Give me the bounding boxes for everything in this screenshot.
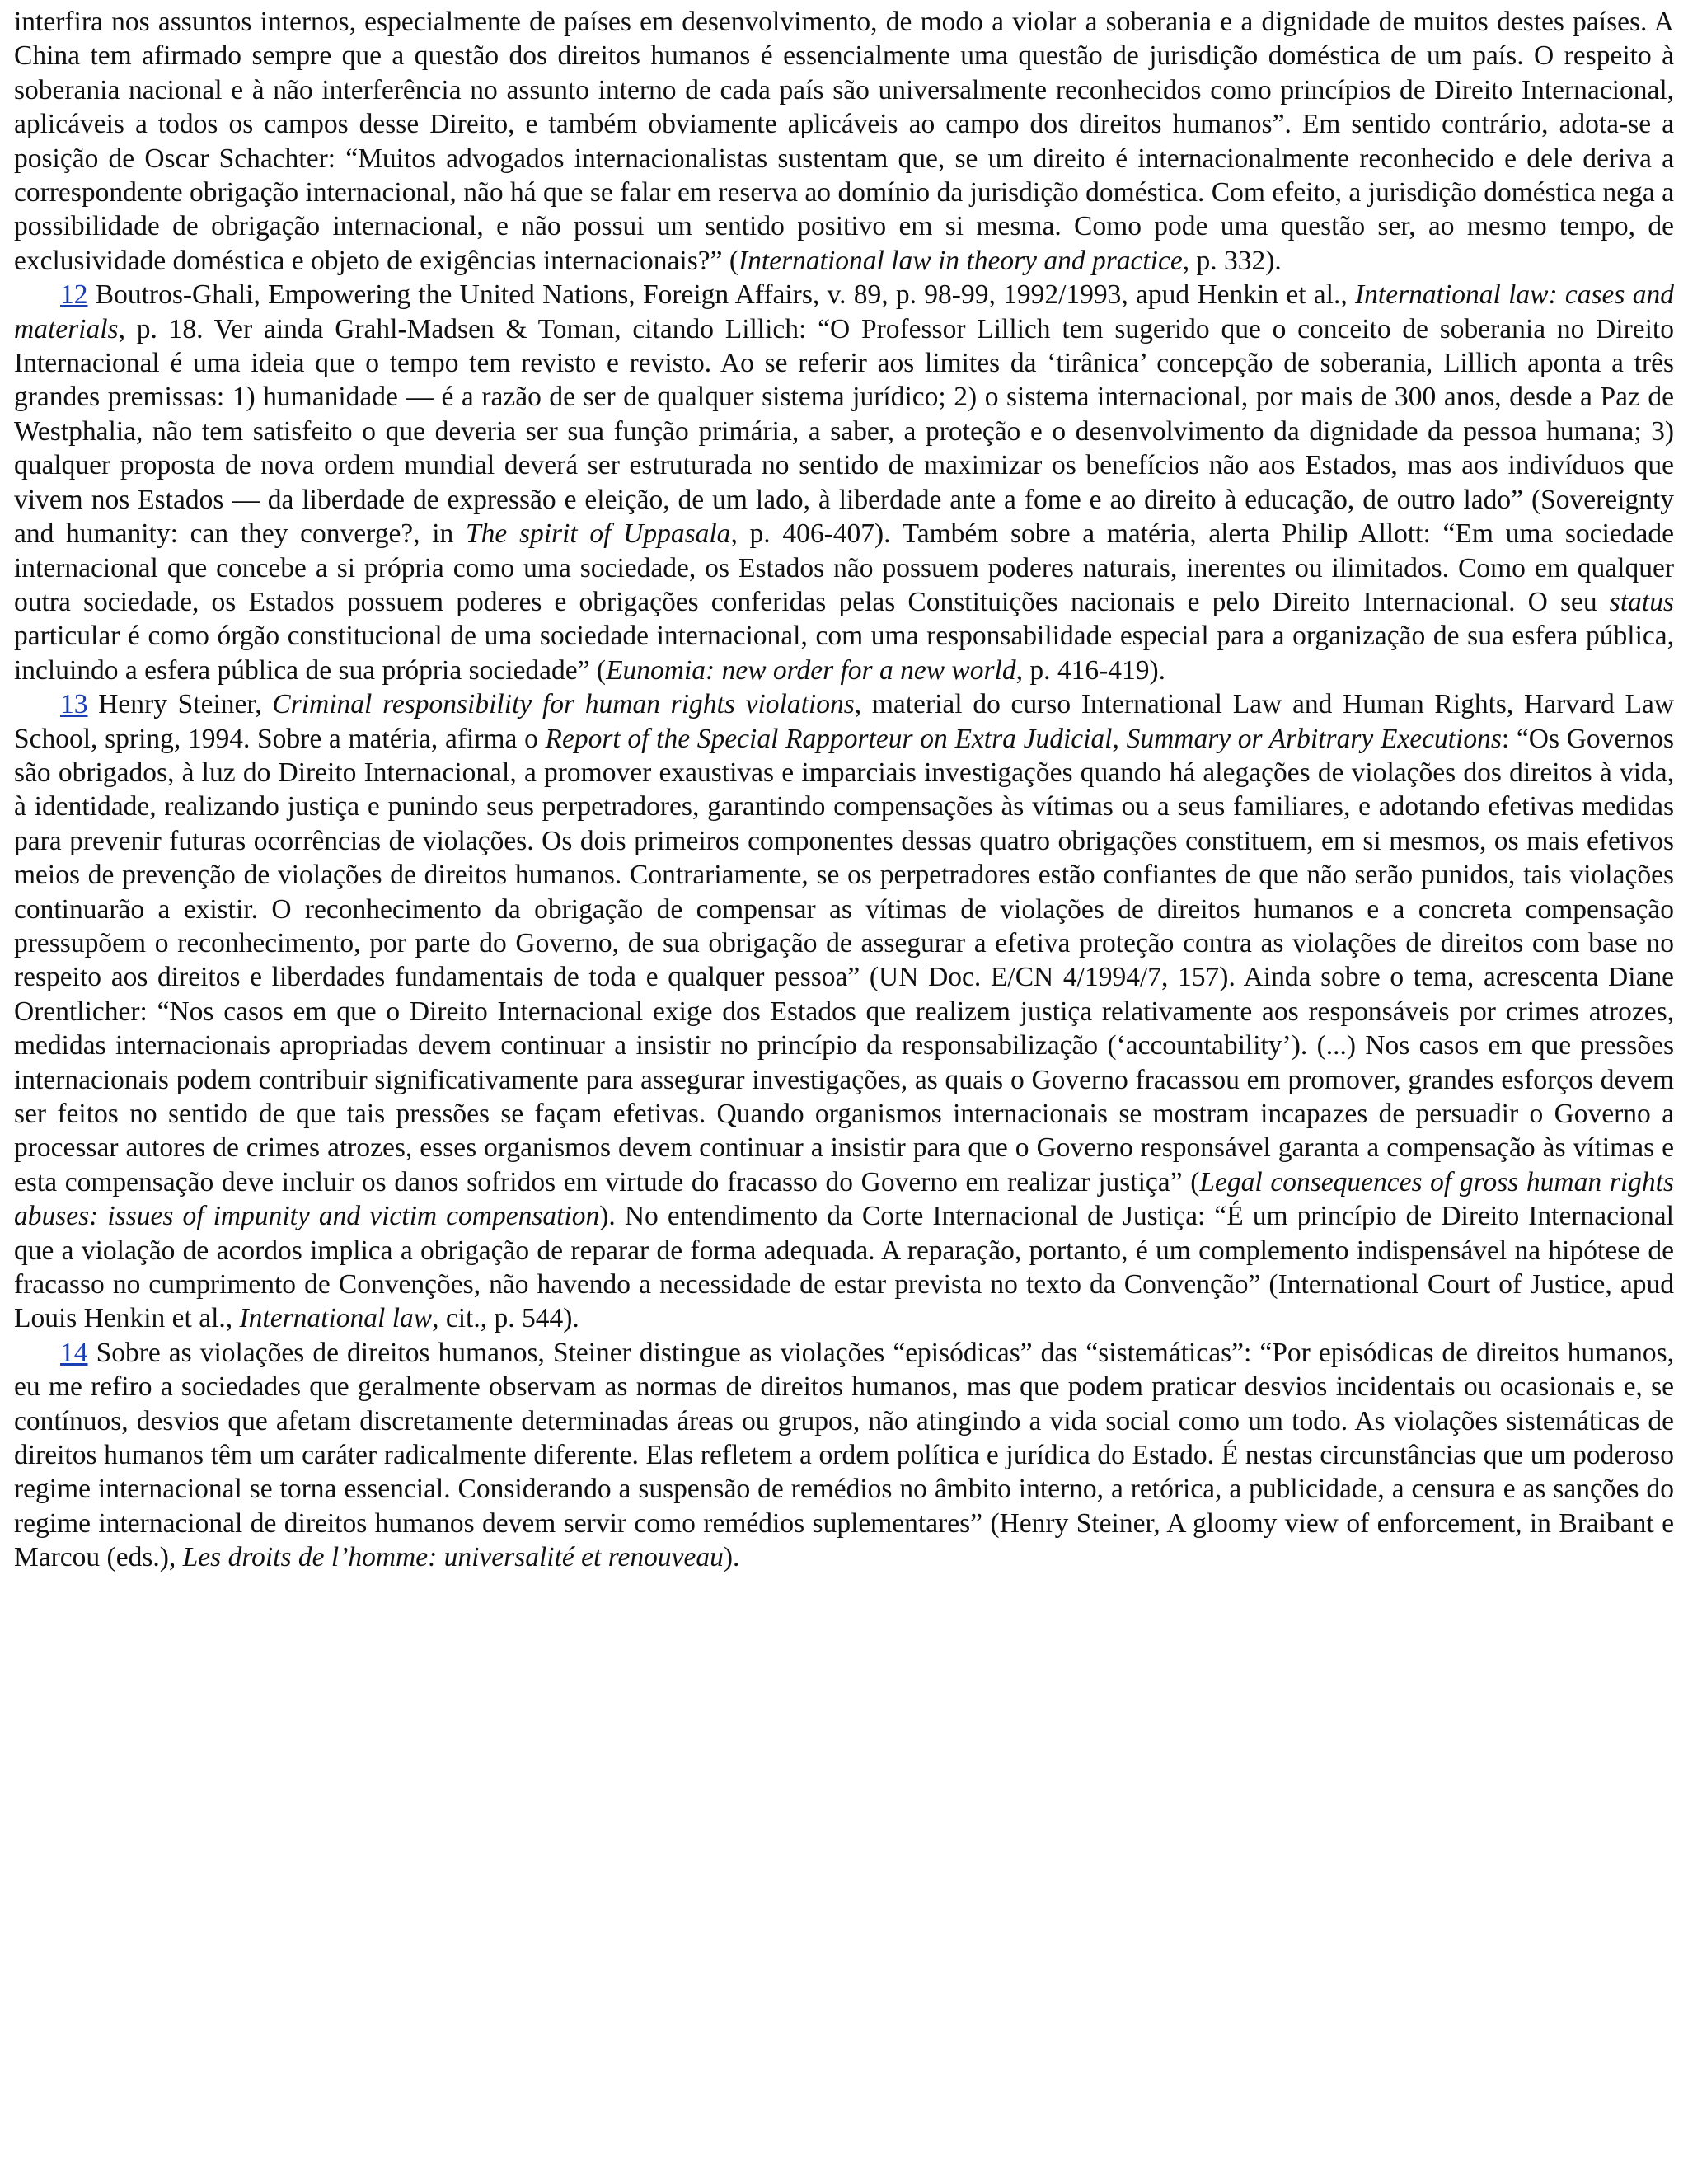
footnote-13 — [14, 687, 1674, 1336]
text-run: particular é como órgão constitucional de uma sociedade internacional, com uma responsabilidade especial para a organização de sua esfera pública, incluindo a esfera pública de sua própria sociedade” ( — [14, 621, 1674, 686]
italic-citation: Les droits de l’homme: universalité et renouveau — [182, 1542, 724, 1573]
text-run: , p. 18. Ver ainda Grahl-Madsen & Toman, citando Lillich: “O Professor Lillich tem sugerido que o conceito de soberania no Direito Internacional é uma ideia que o tempo tem revisto e revisto. Ao se referir aos limites da ‘tirânica’ concepção de soberania, Lillich aponta a três grandes premissas: 1) humanidade — é a razão de ser de qualquer sistema jurídico; 2) o sistema internacional, por mais de 300 anos, desde a Paz de Westphalia, não tem satisfeito o que deveria ser sua função primária, a saber, a proteção e o desenvolvimento da dignidade da pessoa humana; 3) qualquer proposta de nova ordem mundial deverá ser estruturada no sentido de maximizar os benefícios não aos Estados, mas aos indivíduos que vivem nos Estados — da liberdade de expressão e eleição, de um lado, à liberdade ante a fome e ao direito à educação, de outro lado” (Sovereignty and humanity: can they converge?, in — [14, 313, 1674, 550]
text-run: , p. 406-407). Também sobre a matéria, alerta Philip Allott: “Em uma sociedade internacional que concebe a si própria como uma sociedade, os Estados não possuem poderes naturais, inerentes ou ilimitados. Como em qualquer outra sociedade, os Estados possuem poderes e obrigações conferidas pelas Constituições nacionais e pelo Direito Internacional. O seu — [14, 518, 1675, 617]
text-run: : “Os Governos são obrigados, à luz do Direito Internacional, a promover exaustivas e imparciais investigações quando há alegações de violações dos direitos à vida, à identidade, realizando justiça e punindo seus perpetradores, garantindo compensações às vítimas ou a seus familiares, e adotando efetivas medidas para prevenir futuras ocorrências de violações. Os dois primeiros componentes dessas quatro obrigações constituem, em si mesmos, os mais efetivos meios de prevenção de violações de direitos humanos. Contrariamente, se os perpetradores estão confiantes de que não serão punidos, tais violações continuarão a existir. O reconhecimento da obrigação de compensar as vítimas de violações de direitos humanos e a concreta compensação pressupõem o reconhecimento, por parte do Governo, de sua obrigação de assegurar a efetiva proteção contra as violações de direitos com base no respeito aos direitos e liberdades fundamentais de toda e qualquer pessoa” (UN Doc. E/CN 4/1994/7, 157). Ainda sobre o tema, acrescenta Diane Orentlicher: “Nos casos em que o Direito Internacional exige dos Estados que realizem justiça relativamente aos responsáveis por crimes atrozes, medidas internacionais apropriadas devem continuar a insistir no princípio da responsabilização (‘accountability’). (...) Nos casos em que pressões internacionais podem contribuir significativamente para assegurar investigações, as quais o Governo fracassou em promover, grandes esforços devem ser feitos no sentido de que tais pressões se façam efetivas. Quando organismos internacionais se mostram incapazes de persuadir o Governo a processar autores de crimes atrozes, esses organismos devem continuar a insistir para que o Governo responsável garanta a compensação às vítimas e esta compensação deve incluir os danos sofridos em virtude do fracasso do Governo em realizar justiça” ( — [14, 723, 1674, 1197]
footnote-14 — [14, 1336, 1674, 1575]
italic-citation: International law in theory and practice — [738, 245, 1183, 276]
text-run: ). — [723, 1542, 740, 1573]
italic-citation: status — [1609, 586, 1674, 617]
document-page — [14, 5, 1674, 1575]
italic-citation: Report of the Special Rapporteur on Extra Judicial, Summary or Arbitrary Executions — [545, 723, 1502, 754]
text-run: , cit., p. 544). — [432, 1303, 579, 1334]
text-run: , material do curso International Law and Human Rights, Harvard Law School, spring, 1994. Sobre a matéria, afirma o — [14, 689, 1675, 754]
text-run: Sobre as violações de direitos humanos, Steiner distingue as violações “episódicas” das “sistemáticas”: “Por episódicas de direitos humanos, eu me refiro a sociedades que geralmente observam as normas de direitos humanos, mas que podem praticar desvios incidentais ou ocasionais e, se contínuos, desvios que afetam discretamente determinadas áreas ou grupos, não atingindo a vida social como um todo. As violações sistemáticas de direitos humanos têm um caráter radicalmente diferente. Elas refletem a ordem política e jurídica do Estado. É nestas circunstâncias que um poderoso regime internacional se torna essencial. Considerando a suspensão de remédios no âmbito interno, a retórica, a publicidade, a censura e as sanções do regime internacional de direitos humanos devem servir como remédios suplementares” (Henry Steiner, A gloomy view of enforcement, in Braibant e Marcou (eds.), — [14, 1337, 1675, 1573]
italic-citation: Eunomia: new order for a new world — [606, 654, 1016, 686]
italic-citation: International law — [239, 1303, 433, 1334]
footnote-link-12[interactable]: 12 — [60, 279, 88, 311]
italic-citation: Criminal responsibility for human rights violations — [272, 689, 855, 720]
italic-citation: The spirit of Uppasala — [466, 518, 731, 550]
footnote-12 — [14, 278, 1674, 687]
footnote-link-14[interactable]: 14 — [60, 1337, 88, 1368]
italic-citation: International law: cases and materials — [14, 279, 1674, 344]
text-run: ). No entendimento da Corte Internacional de Justiça: “É um princípio de Direito Internacional que a violação de acordos implica a obrigação de reparar de forma adequada. A reparação, portanto, é um complemento indispensável na hipótese de fracasso no cumprimento de Convenções, não havendo a necessidade de estar prevista no texto da Convenção” (International Court of Justice, apud Louis Henkin et al., — [14, 1201, 1674, 1334]
text-run: interfira nos assuntos internos, especialmente de países em desenvolvimento, de modo a violar a soberania e a dignidade de muitos destes países. A China tem afirmado sempre que a questão dos direitos humanos é essencialmente uma questão de jurisdição doméstica de um país. O respeito à soberania nacional e à não interferência no assunto interno de cada país são universalmente reconhecidos como princípios de Direito Internacional, aplicáveis a todos os campos desse Direito, e também obviamente aplicáveis ao campo dos direitos humanos”. Em sentido contrário, adota-se a posição de Oscar Schachter: “Muitos advogados internacionalistas sustentam que, se um direito é internacionalmente reconhecido e dele deriva a correspondente obrigação internacional, não há que se falar em reserva ao domínio da jurisdição doméstica. Com efeito, a jurisdição doméstica nega a possibilidade de obrigação internacional, e não possui um sentido positivo em si mesma. Como pode uma questão ser, ao mesmo tempo, de exclusividade doméstica e objeto de exigências internacionais?” ( — [14, 7, 1674, 276]
text-run: , p. 416-419). — [1015, 654, 1166, 686]
text-run: Boutros-Ghali, Empowering the United Nations, Foreign Affairs, v. 89, p. 98-99, 1992/1993, apud Henkin et al., — [95, 279, 1355, 311]
footnote-link-13[interactable]: 13 — [60, 689, 88, 720]
footnote-continuation — [14, 5, 1674, 278]
text-run: , p. 332). — [1182, 245, 1282, 276]
italic-citation: Legal consequences of gross human rights abuses: issues of impunity and victim compensation — [14, 1166, 1674, 1232]
text-run: Henry Steiner, — [98, 689, 273, 720]
